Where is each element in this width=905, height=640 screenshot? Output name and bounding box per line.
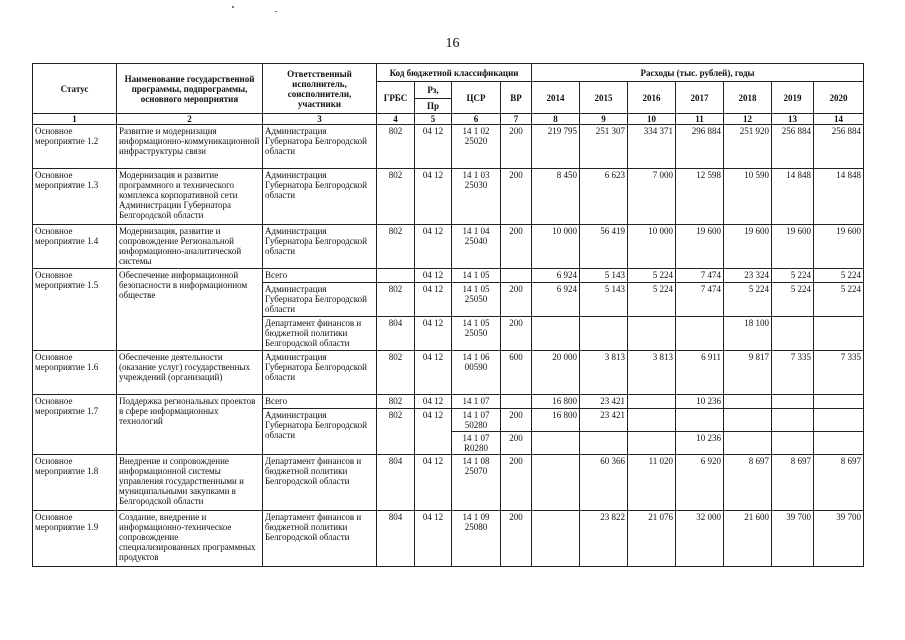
value-cell: 18 100 — [724, 317, 772, 351]
header-year: 2016 — [628, 82, 676, 114]
header-rz: Рз, — [415, 82, 452, 99]
status-cell: Основное мероприятие 1.4 — [33, 225, 117, 269]
vr-cell — [501, 269, 532, 283]
csr-cell: 14 1 05 25050 — [452, 283, 501, 317]
value-cell: 6 623 — [580, 169, 628, 225]
vr-cell: 200 — [501, 225, 532, 269]
table-row — [33, 511, 864, 567]
header-pr: Пр — [415, 99, 452, 114]
header-responsible: Ответственный исполнитель, соисполнители, участники — [263, 64, 377, 114]
value-cell: 256 884 — [814, 125, 864, 169]
responsible-cell: Департамент финансов и бюджетной политики Белгородской области — [263, 511, 377, 567]
csr-cell: 14 1 06 00590 — [452, 351, 501, 395]
value-cell: 11 020 — [628, 455, 676, 511]
table-row — [33, 169, 864, 225]
value-cell — [724, 432, 772, 455]
rzpr-cell: 04 12 — [415, 169, 452, 225]
column-number: 11 — [676, 114, 724, 125]
header-budget-code: Код бюджетной классификации — [377, 64, 532, 82]
column-number: 3 — [263, 114, 377, 125]
csr-cell: 14 1 04 25040 — [452, 225, 501, 269]
value-cell — [580, 432, 628, 455]
value-cell: 219 795 — [532, 125, 580, 169]
header-csr: ЦСР — [452, 82, 501, 114]
value-cell: 10 236 — [676, 395, 724, 409]
value-cell: 23 822 — [580, 511, 628, 567]
value-cell: 16 800 — [532, 409, 580, 432]
value-cell: 6 924 — [532, 269, 580, 283]
value-cell: 21 076 — [628, 511, 676, 567]
column-number: 12 — [724, 114, 772, 125]
value-cell: 296 884 — [676, 125, 724, 169]
responsible-cell: Всего — [263, 269, 377, 283]
value-cell: 23 324 — [724, 269, 772, 283]
grbs-cell: 804 — [377, 455, 415, 511]
value-cell — [724, 395, 772, 409]
scan-speck — [275, 11, 277, 12]
csr-cell: 14 1 07 R0280 — [452, 432, 501, 455]
rzpr-cell: 04 12 — [415, 511, 452, 567]
value-cell: 6 924 — [532, 283, 580, 317]
column-number: 13 — [772, 114, 814, 125]
measure-name-cell: Модернизация, развитие и сопровождение Региональной информационно-аналитической системы — [117, 225, 263, 269]
budget-table — [32, 63, 864, 567]
value-cell: 16 800 — [532, 395, 580, 409]
value-cell: 23 421 — [580, 395, 628, 409]
value-cell — [532, 317, 580, 351]
column-number: 9 — [580, 114, 628, 125]
value-cell — [772, 395, 814, 409]
grbs-cell: 804 — [377, 317, 415, 351]
header-grbs: ГРБС — [377, 82, 415, 114]
measure-name-cell: Поддержка региональных проектов в сфере информационных технологий — [117, 395, 263, 455]
grbs-cell: 802 — [377, 225, 415, 269]
value-cell — [772, 432, 814, 455]
responsible-cell: Администрация Губернатора Белгородской области — [263, 351, 377, 395]
value-cell: 19 600 — [724, 225, 772, 269]
header-year: 2019 — [772, 82, 814, 114]
value-cell: 6 911 — [676, 351, 724, 395]
value-cell: 251 920 — [724, 125, 772, 169]
value-cell: 7 335 — [814, 351, 864, 395]
vr-cell: 200 — [501, 125, 532, 169]
measure-name-cell: Обеспечение деятельности (оказание услуг) государственных учреждений (организаций) — [117, 351, 263, 395]
column-number: 5 — [415, 114, 452, 125]
csr-cell: 14 1 05 25050 — [452, 317, 501, 351]
value-cell: 20 000 — [532, 351, 580, 395]
value-cell: 10 590 — [724, 169, 772, 225]
table-row — [33, 269, 864, 283]
value-cell: 7 000 — [628, 169, 676, 225]
header-year: 2020 — [814, 82, 864, 114]
responsible-cell: Всего — [263, 395, 377, 409]
vr-cell: 200 — [501, 455, 532, 511]
column-number: 14 — [814, 114, 864, 125]
status-cell: Основное мероприятие 1.9 — [33, 511, 117, 567]
measure-name-cell: Создание, внедрение и информационно-техническое сопровождение специализированных программных продуктов — [117, 511, 263, 567]
value-cell — [724, 409, 772, 432]
csr-cell: 14 1 02 25020 — [452, 125, 501, 169]
value-cell: 60 366 — [580, 455, 628, 511]
value-cell: 6 920 — [676, 455, 724, 511]
value-cell: 5 143 — [580, 269, 628, 283]
responsible-cell: Администрация Губернатора Белгородской области — [263, 225, 377, 269]
header-year: 2018 — [724, 82, 772, 114]
vr-cell: 200 — [501, 511, 532, 567]
vr-cell: 200 — [501, 432, 532, 455]
value-cell: 8 697 — [814, 455, 864, 511]
value-cell: 5 224 — [628, 269, 676, 283]
value-cell: 19 600 — [814, 225, 864, 269]
value-cell — [814, 409, 864, 432]
value-cell: 19 600 — [676, 225, 724, 269]
header-status: Статус — [33, 64, 117, 114]
status-cell: Основное мероприятие 1.2 — [33, 125, 117, 169]
value-cell: 3 813 — [628, 351, 676, 395]
value-cell: 5 224 — [814, 269, 864, 283]
value-cell: 7 474 — [676, 283, 724, 317]
csr-cell: 14 1 07 — [452, 395, 501, 409]
header-vr: ВР — [501, 82, 532, 114]
value-cell — [814, 395, 864, 409]
responsible-cell: Департамент финансов и бюджетной политики Белгородской области — [263, 317, 377, 351]
value-cell: 14 848 — [772, 169, 814, 225]
vr-cell: 200 — [501, 317, 532, 351]
vr-cell: 600 — [501, 351, 532, 395]
value-cell — [532, 455, 580, 511]
value-cell: 7 335 — [772, 351, 814, 395]
header-name: Наименование государственной программы, подпрограммы, основного мероприятия — [117, 64, 263, 114]
column-number: 7 — [501, 114, 532, 125]
value-cell: 23 421 — [580, 409, 628, 432]
rzpr-cell: 04 12 — [415, 409, 452, 455]
value-cell: 3 813 — [580, 351, 628, 395]
value-cell: 251 307 — [580, 125, 628, 169]
rzpr-cell: 04 12 — [415, 351, 452, 395]
csr-cell: 14 1 07 50280 — [452, 409, 501, 432]
status-cell: Основное мероприятие 1.3 — [33, 169, 117, 225]
value-cell: 5 224 — [628, 283, 676, 317]
grbs-cell: 802 — [377, 409, 415, 455]
value-cell: 5 224 — [772, 283, 814, 317]
value-cell: 56 419 — [580, 225, 628, 269]
rzpr-cell: 04 12 — [415, 225, 452, 269]
grbs-cell: 802 — [377, 351, 415, 395]
value-cell: 9 817 — [724, 351, 772, 395]
table-row — [33, 351, 864, 395]
responsible-cell: Администрация Губернатора Белгородской области — [263, 283, 377, 317]
column-number: 6 — [452, 114, 501, 125]
measure-name-cell: Внедрение и сопровождение информационной системы управления государственными и муниципальными закупками в Белгородской области — [117, 455, 263, 511]
grbs-cell: 804 — [377, 511, 415, 567]
header-expenses: Расходы (тыс. рублей), годы — [532, 64, 864, 82]
measure-name-cell: Модернизация и развитие программного и технического комплекса корпоративной сети Администрации Губернатора Белгородской области — [117, 169, 263, 225]
rzpr-cell: 04 12 — [415, 395, 452, 409]
table-row — [33, 455, 864, 511]
value-cell — [676, 317, 724, 351]
status-cell: Основное мероприятие 1.5 — [33, 269, 117, 351]
status-cell: Основное мероприятие 1.8 — [33, 455, 117, 511]
value-cell: 10 236 — [676, 432, 724, 455]
responsible-cell: Администрация Губернатора Белгородской области — [263, 125, 377, 169]
header-year: 2014 — [532, 82, 580, 114]
csr-cell: 14 1 03 25030 — [452, 169, 501, 225]
value-cell — [814, 432, 864, 455]
grbs-cell: 802 — [377, 125, 415, 169]
column-number: 10 — [628, 114, 676, 125]
table-row — [33, 395, 864, 409]
value-cell — [532, 511, 580, 567]
rzpr-cell: 04 12 — [415, 317, 452, 351]
value-cell — [772, 317, 814, 351]
value-cell: 39 700 — [772, 511, 814, 567]
value-cell: 5 224 — [814, 283, 864, 317]
column-number: 2 — [117, 114, 263, 125]
value-cell: 32 000 — [676, 511, 724, 567]
csr-cell: 14 1 09 25080 — [452, 511, 501, 567]
grbs-cell: 802 — [377, 283, 415, 317]
table-row — [33, 225, 864, 269]
vr-cell: 200 — [501, 409, 532, 432]
vr-cell — [501, 395, 532, 409]
status-cell: Основное мероприятие 1.6 — [33, 351, 117, 395]
value-cell: 19 600 — [772, 225, 814, 269]
value-cell: 12 598 — [676, 169, 724, 225]
value-cell — [628, 432, 676, 455]
rzpr-cell: 04 12 — [415, 283, 452, 317]
value-cell: 8 697 — [724, 455, 772, 511]
value-cell: 5 143 — [580, 283, 628, 317]
scan-speck — [232, 6, 234, 8]
rzpr-cell: 04 12 — [415, 125, 452, 169]
value-cell: 256 884 — [772, 125, 814, 169]
value-cell — [628, 409, 676, 432]
csr-cell: 14 1 05 — [452, 269, 501, 283]
value-cell: 8 697 — [772, 455, 814, 511]
column-number: 1 — [33, 114, 117, 125]
header-year: 2017 — [676, 82, 724, 114]
responsible-cell: Департамент финансов и бюджетной политики Белгородской области — [263, 455, 377, 511]
value-cell: 5 224 — [724, 283, 772, 317]
csr-cell: 14 1 08 25070 — [452, 455, 501, 511]
value-cell — [580, 317, 628, 351]
vr-cell: 200 — [501, 283, 532, 317]
value-cell — [628, 317, 676, 351]
vr-cell: 200 — [501, 169, 532, 225]
value-cell — [628, 395, 676, 409]
value-cell: 8 450 — [532, 169, 580, 225]
grbs-cell: 802 — [377, 395, 415, 409]
header-year: 2015 — [580, 82, 628, 114]
table-row — [33, 125, 864, 169]
value-cell: 10 000 — [532, 225, 580, 269]
grbs-cell — [377, 269, 415, 283]
rzpr-cell: 04 12 — [415, 455, 452, 511]
column-number: 4 — [377, 114, 415, 125]
value-cell: 5 224 — [772, 269, 814, 283]
page-number: 16 — [445, 36, 460, 51]
responsible-cell: Администрация Губернатора Белгородской области — [263, 169, 377, 225]
status-cell: Основное мероприятие 1.7 — [33, 395, 117, 455]
value-cell: 14 848 — [814, 169, 864, 225]
value-cell — [814, 317, 864, 351]
measure-name-cell: Обеспечение информационной безопасности в информационном обществе — [117, 269, 263, 351]
value-cell — [772, 409, 814, 432]
value-cell: 334 371 — [628, 125, 676, 169]
responsible-cell: Администрация Губернатора Белгородской области — [263, 409, 377, 455]
rzpr-cell: 04 12 — [415, 269, 452, 283]
value-cell — [676, 409, 724, 432]
measure-name-cell: Развитие и модернизация информационно-коммуникационной инфраструктуры связи — [117, 125, 263, 169]
value-cell: 21 600 — [724, 511, 772, 567]
value-cell — [532, 432, 580, 455]
column-number: 8 — [532, 114, 580, 125]
grbs-cell: 802 — [377, 169, 415, 225]
value-cell: 39 700 — [814, 511, 864, 567]
value-cell: 7 474 — [676, 269, 724, 283]
value-cell: 10 000 — [628, 225, 676, 269]
